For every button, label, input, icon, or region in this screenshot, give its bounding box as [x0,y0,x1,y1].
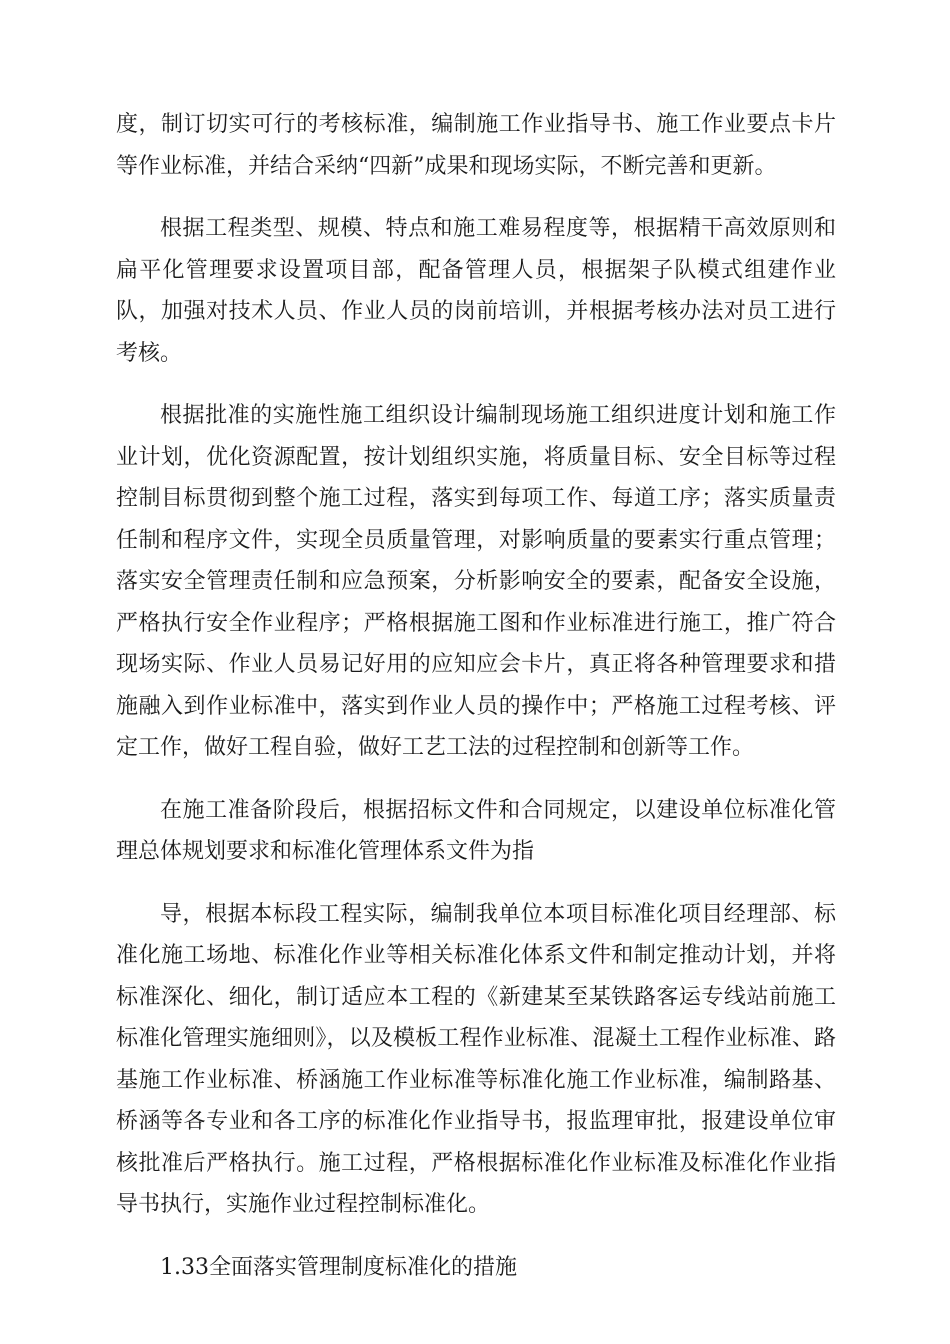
document-body [116,104,836,1288]
paragraph-project-setup: 根据工程类型、规模、特点和施工难易程度等，根据精干高效原则和扁平化管理要求设置项目部，配备管理人员，根据架子队模式组建作业队，加强对技术人员、作业人员的岗前培训，并根据考核办法对员工进行考核。 [116,216,836,366]
paragraph-construction-plan: 根据批准的实施性施工组织设计编制现场施工组织进度计划和施工作业计划，优化资源配置，按计划组织实施，将质量目标、安全目标等过程控制目标贯彻到整个施工过程，落实到每项工作、每道工序；落实质量责任制和程序文件，实现全员质量管理，对影响质量的要素实行重点管理；落实安全管理责任制和应急预案，分析影响安全的要素，配备安全设施，严格执行安全作业程序；严格根据施工图和作业标准进行施工，推广符合现场实际、作业人员易记好用的应知应会卡片，真正将各种管理要求和措施融入到作业标准中，落实到作业人员的操作中；严格施工过程考核、评定工作，做好工程自验，做好工艺工法的过程控制和创新等工作。 [116,403,836,760]
paragraph-standardization-system: 导，根据本标段工程实际，编制我单位本项目标准化项目经理部、标准化施工场地、标准化作业等相关标准化体系文件和制定推动计划，并将标准深化、细化，制订适应本工程的《新建某至某铁路客运专线站前施工标准化管理实施细则》，以及模板工程作业标准、混凝土工程作业标准、路基施工作业标准、桥涵施工作业标准等标准化施工作业标准，编制路基、桥涵等各专业和各工序的标准化作业指导书，报监理审批，报建设单位审核批准后严格执行。施工过程，严格根据标准化作业标准及标准化作业指导书执行，实施作业过程控制标准化。 [116,901,836,1217]
paragraph-preparation-stage: 在施工准备阶段后，根据招标文件和合同规定，以建设单位标准化管理总体规划要求和标准化管理体系文件为指 [116,797,836,864]
paragraph-continuation: 度，制订切实可行的考核标准，编制施工作业指导书、施工作业要点卡片等作业标准，并结合采纳“四新”成果和现场实际，不断完善和更新。 [116,112,836,179]
section-heading: 1.33全面落实管理制度标准化的措施 [160,1254,517,1280]
